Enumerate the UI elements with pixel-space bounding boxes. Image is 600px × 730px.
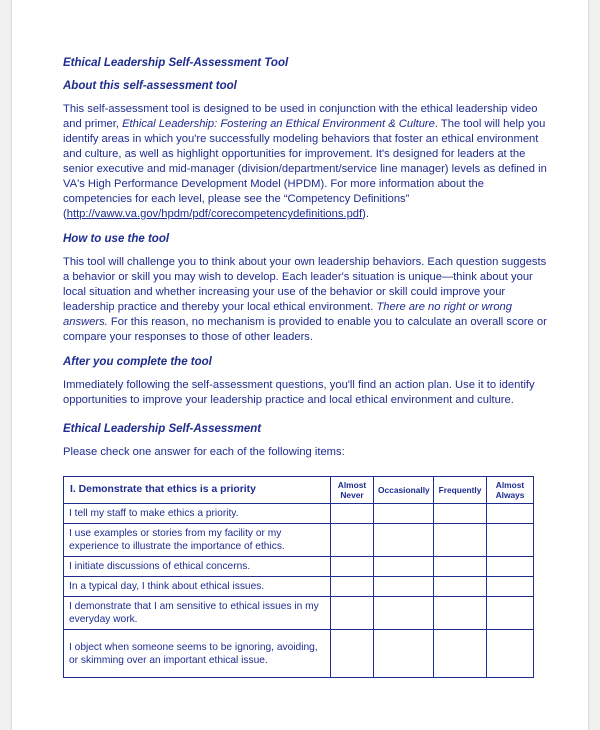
table-row <box>64 577 534 597</box>
answer-cell-almost-always[interactable] <box>487 524 534 557</box>
assessment-instruction: Please check one answer for each of the following items: <box>63 446 345 458</box>
answer-cell-occasionally[interactable] <box>374 504 434 524</box>
answer-cell-frequently[interactable] <box>434 524 487 557</box>
answer-cell-occasionally[interactable] <box>374 630 434 678</box>
table-row <box>64 630 534 678</box>
item-text: I initiate discussions of ethical concerns. <box>64 557 331 577</box>
table-row <box>64 504 534 524</box>
primer-title: Ethical Leadership: Fostering an Ethical Environment & Culture <box>122 118 435 130</box>
answer-cell-occasionally[interactable] <box>374 524 434 557</box>
howto-text-2: For this reason, no mechanism is provided to enable you to calculate an overall score or compare your responses to those of other leaders. <box>63 316 547 343</box>
howto-emphasis: There are no right or wrong answers. <box>63 301 512 328</box>
item-text: In a typical day, I think about ethical issues. <box>64 577 331 597</box>
about-text-3: ). <box>362 208 369 220</box>
answer-cell-frequently[interactable] <box>434 597 487 630</box>
answer-cell-almost-never[interactable] <box>331 504 374 524</box>
column-header-frequently: Frequently <box>434 477 487 504</box>
answer-cell-almost-always[interactable] <box>487 597 534 630</box>
competency-definitions-link[interactable]: http://vaww.va.gov/hpdm/pdf/corecompetencydefinitions.pdf <box>66 208 363 220</box>
column-header-occasionally: Occasionally <box>374 477 434 504</box>
answer-cell-almost-never[interactable] <box>331 577 374 597</box>
answer-cell-frequently[interactable] <box>434 557 487 577</box>
item-text: I demonstrate that I am sensitive to ethical issues in my everyday work. <box>64 597 331 630</box>
assessment-table <box>63 476 534 678</box>
howto-text-1: This tool will challenge you to think about your own leadership behaviors. Each question suggests a behavior or skill you may wish to develop. Each leader's situation is unique—think about your local situation and whether increasing your use of the behavior or skill could improve your leadership practice and thereby your local ethical environment. <box>63 256 547 313</box>
howto-heading: How to use the tool <box>63 233 170 245</box>
answer-cell-almost-never[interactable] <box>331 630 374 678</box>
about-text-1: This self-assessment tool is designed to be used in conjunction with the ethical leadership video and primer, <box>63 103 538 130</box>
answer-cell-frequently[interactable] <box>434 577 487 597</box>
about-heading: About this self-assessment tool <box>63 80 237 92</box>
table-row <box>64 557 534 577</box>
column-header-almost-never: Almost Never <box>331 477 374 504</box>
table-row <box>64 597 534 630</box>
item-text: I use examples or stories from my facility or my experience to illustrate the importance of ethics. <box>64 524 331 557</box>
item-text: I tell my staff to make ethics a priority. <box>64 504 331 524</box>
table-header-row <box>64 477 534 504</box>
answer-cell-occasionally[interactable] <box>374 597 434 630</box>
answer-cell-almost-never[interactable] <box>331 557 374 577</box>
document-page <box>12 0 588 730</box>
table-row <box>64 524 534 557</box>
document-content <box>63 56 548 678</box>
answer-cell-occasionally[interactable] <box>374 557 434 577</box>
answer-cell-almost-always[interactable] <box>487 504 534 524</box>
item-text: I object when someone seems to be ignoring, avoiding, or skimming over an important ethical issue. <box>64 630 331 678</box>
answer-cell-frequently[interactable] <box>434 504 487 524</box>
section-title: I. Demonstrate that ethics is a priority <box>64 477 331 504</box>
answer-cell-almost-always[interactable] <box>487 577 534 597</box>
answer-cell-frequently[interactable] <box>434 630 487 678</box>
answer-cell-almost-never[interactable] <box>331 524 374 557</box>
answer-cell-occasionally[interactable] <box>374 577 434 597</box>
assessment-heading: Ethical Leadership Self-Assessment <box>63 423 262 435</box>
after-heading: After you complete the tool <box>63 356 212 368</box>
answer-cell-almost-never[interactable] <box>331 597 374 630</box>
answer-cell-almost-always[interactable] <box>487 557 534 577</box>
about-text-2: . The tool will help you identify areas in which you're successfully modeling behaviors that foster an ethical environment and culture, as well as highlight opportunities for improvement. It's designed for leaders at the senior executive and mid-manager (division/department/service line manager) levels as defined in VA's High Performance Development Model (HPDM). For more information about the competencies for each level, please see the “Competency Definitions” ( <box>63 118 547 220</box>
document-title: Ethical Leadership Self-Assessment Tool <box>63 57 289 69</box>
column-header-almost-always: Almost Always <box>487 477 534 504</box>
after-paragraph: Immediately following the self-assessment questions, you'll find an action plan. Use it to identify opportunities to improve your leadership practice and local ethical environment and culture. <box>63 379 535 406</box>
answer-cell-almost-always[interactable] <box>487 630 534 678</box>
about-paragraph <box>63 102 548 222</box>
howto-paragraph <box>63 255 548 345</box>
